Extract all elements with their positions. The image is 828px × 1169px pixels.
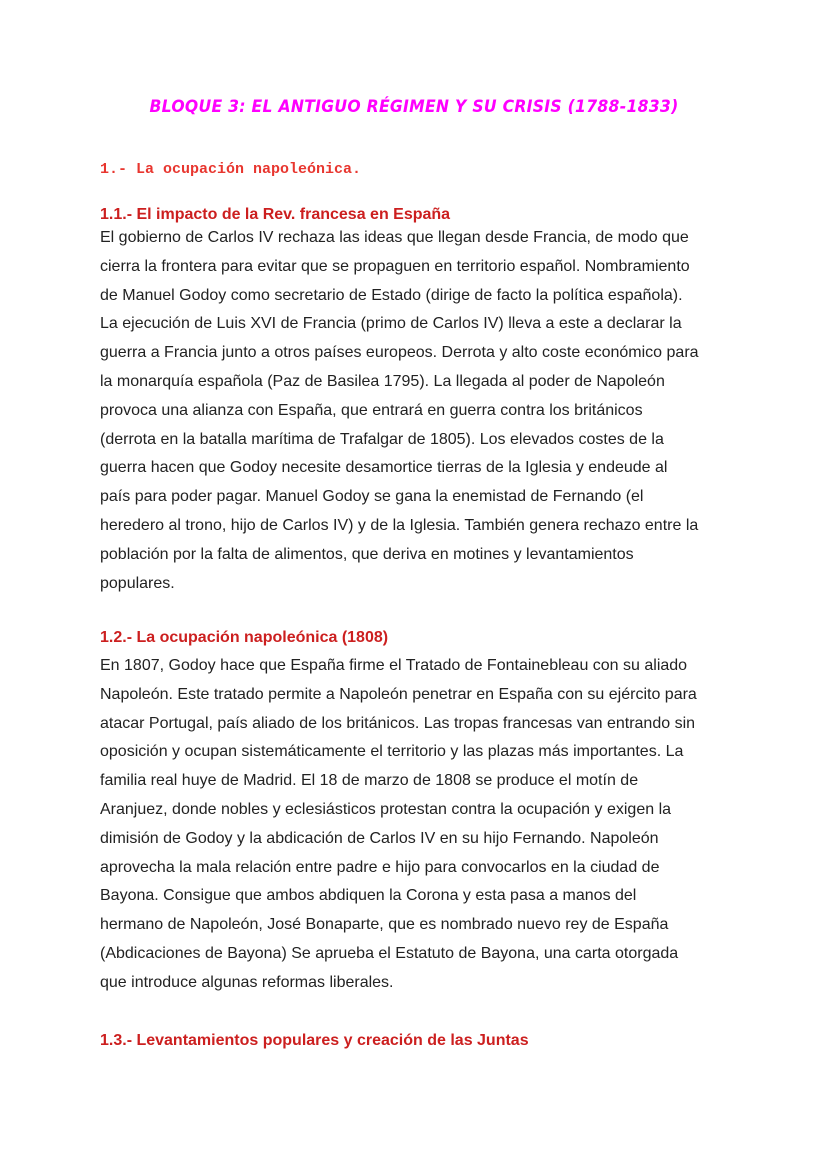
paragraph-line: Napoleón. Este tratado permite a Napoleón penetrar en España con su ejército para (100, 685, 697, 703)
paragraph-line: cierra la frontera para evitar que se propaguen en territorio español. Nombramiento (100, 257, 690, 275)
paragraph-line: Bayona. Consigue que ambos abdiquen la Corona y esta pasa a manos del (100, 887, 637, 905)
subsection-heading-1-3: 1.3.- Levantamientos populares y creación de las Juntas (100, 1032, 529, 1049)
paragraph-line: dimisión de Godoy y la abdicación de Carlos IV en su hijo Fernando. Napoleón (100, 829, 659, 847)
paragraph-line: (Abdicaciones de Bayona) Se aprueba el Estatuto de Bayona, una carta otorgada (100, 944, 679, 962)
subsection-paragraph-1-2 (100, 652, 740, 998)
paragraph-line: El gobierno de Carlos IV rechaza las ideas que llegan desde Francia, de modo que (100, 229, 689, 246)
paragraph-line: que introduce algunas reformas liberales. (100, 973, 394, 991)
paragraph-line: heredero al trono, hijo de Carlos IV) y de la Iglesia. También genera rechazo entre la (100, 516, 699, 534)
subsection-heading-1-2: 1.2.- La ocupación napoleónica (1808) (100, 629, 389, 646)
document-title: BLOQUE 3: EL ANTIGUO RÉGIMEN Y SU CRISIS (1788-1833) (149, 97, 679, 117)
paragraph-line: familia real huye de Madrid. El 18 de marzo de 1808 se produce el motín de (100, 772, 639, 790)
paragraph-line: guerra a Francia junto a otros países europeos. Derrota y alto coste económico para (100, 344, 699, 362)
paragraph-line: de Manuel Godoy como secretario de Estado (dirige de facto la política española). (100, 286, 683, 304)
paragraph-line: populares. (100, 574, 175, 592)
paragraph-line: La ejecución de Luis XVI de Francia (primo de Carlos IV) lleva a este a declarar la (100, 315, 682, 333)
subsection-heading-1-1: 1.1.- El impacto de la Rev. francesa en España (100, 206, 451, 223)
paragraph-line: población por la falta de alimentos, que deriva en motines y levantamientos (100, 545, 634, 563)
paragraph-line: la monarquía española (Paz de Basilea 1795). La llegada al poder de Napoleón (100, 372, 665, 390)
paragraph-line: provoca una alianza con España, que entrará en guerra contra los británicos (100, 401, 643, 419)
paragraph-line: país para poder pagar. Manuel Godoy se gana la enemistad de Fernando (el (100, 488, 644, 506)
paragraph-line: Aranjuez, donde nobles y eclesiásticos protestan contra la ocupación y exigen la (100, 800, 672, 818)
paragraph-line: (derrota en la batalla marítima de Trafalgar de 1805). Los elevados costes de la (100, 430, 664, 448)
section-heading: 1.- La ocupación napoleónica. (100, 161, 362, 178)
subsection-paragraph-1-1 (100, 224, 740, 598)
paragraph-line: En 1807, Godoy hace que España firme el Tratado de Fontainebleau con su aliado (100, 657, 688, 674)
paragraph-line: hermano de Napoleón, José Bonaparte, que es nombrado nuevo rey de España (100, 916, 669, 934)
paragraph-line: atacar Portugal, país aliado de los británicos. Las tropas francesas van entrando sin (100, 714, 696, 732)
paragraph-line: aprovecha la mala relación entre padre e hijo para convocarlos en la ciudad de (100, 858, 660, 876)
paragraph-line: guerra hacen que Godoy necesite desamortice tierras de la Iglesia y endeude al (100, 459, 668, 477)
paragraph-line: oposición y ocupan sistemáticamente el territorio y las plazas más importantes. La (100, 743, 684, 761)
